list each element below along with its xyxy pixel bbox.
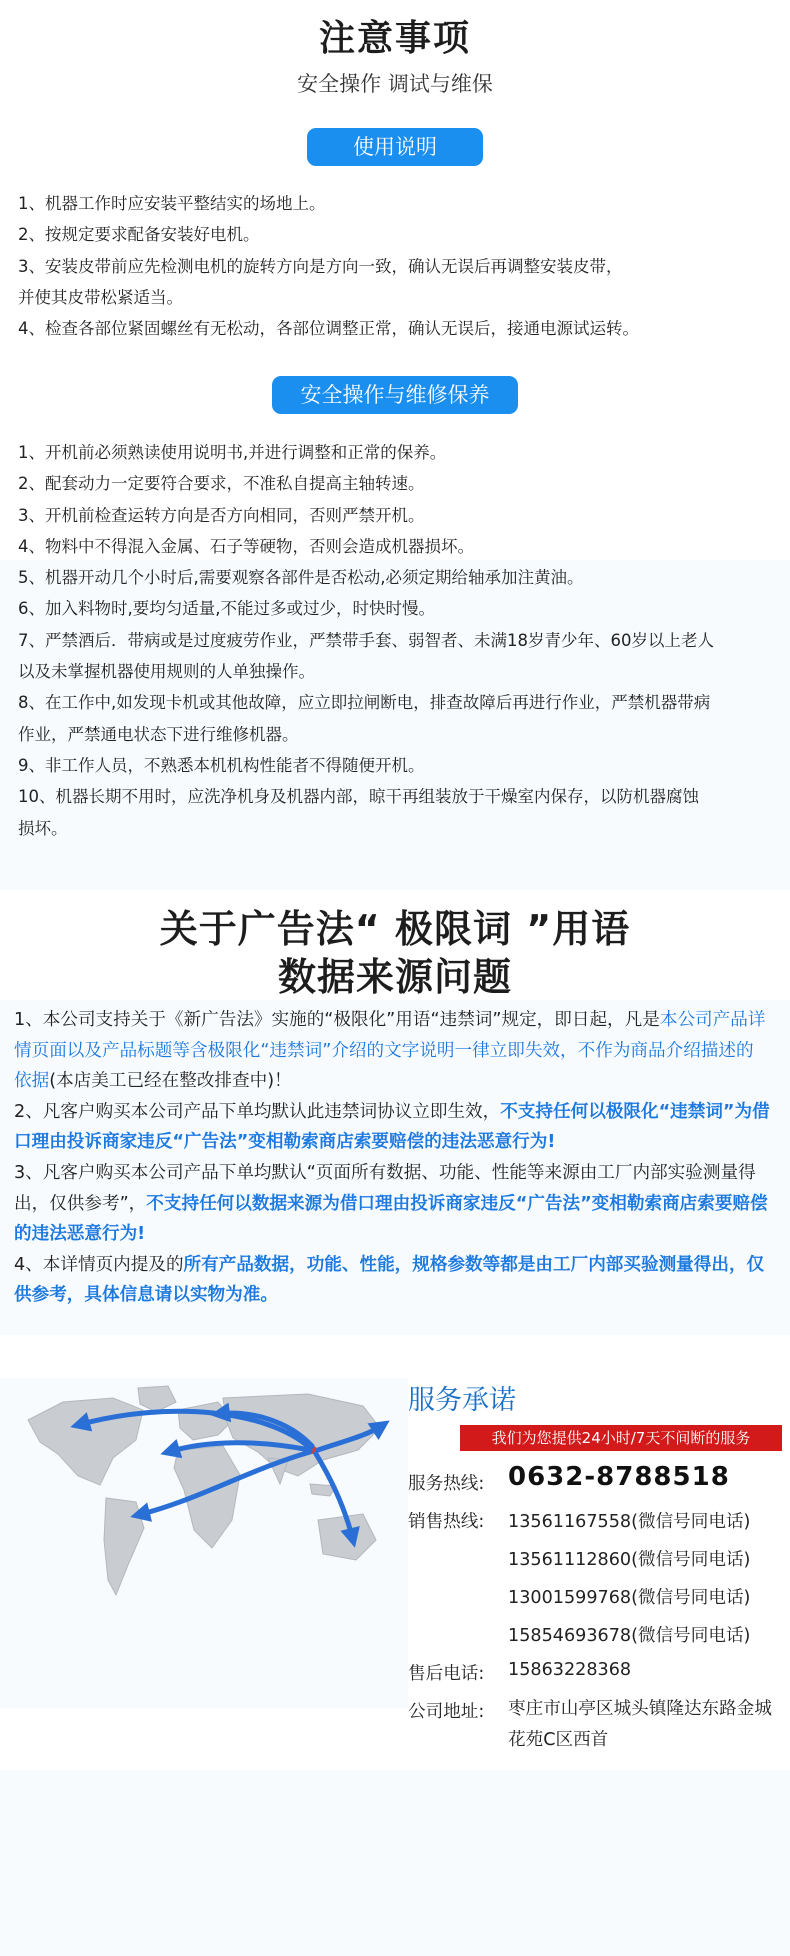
hotline-number: 0632-8788518 bbox=[508, 1462, 730, 1492]
service-banner: 我们为您提供24小时/7天不间断的服务 bbox=[460, 1425, 782, 1451]
list-item: 1、机器工作时应安装平整结实的场地上。 bbox=[18, 194, 326, 213]
list-item: 并使其皮带松紧适当。 bbox=[18, 287, 183, 307]
list-item: 6、加入料物时,要均匀适量,不能过多或过少，时快时慢。 bbox=[18, 599, 435, 619]
list-item: 1、开机前必须熟读使用说明书,并进行调整和正常的保养。 bbox=[18, 443, 447, 462]
list-item: 9、非工作人员，不熟悉本机机构性能者不得随便开机。 bbox=[18, 755, 425, 775]
sales-number: 13561112860(微信号同电话) bbox=[508, 1550, 751, 1570]
list-item: 损坏。 bbox=[18, 818, 68, 838]
hotline-label: 服务热线: bbox=[408, 1474, 485, 1494]
page-title: 注意事项 bbox=[318, 18, 471, 59]
list-item: 4、检查各部位紧固螺丝有无松动，各部位调整正常，确认无误后，接通电源试运转。 bbox=[18, 319, 639, 339]
list-item: 10、机器长期不用时，应洗净机身及机器内部，晾干再组装放于干燥室内保存，以防机器腐蚀 bbox=[18, 787, 699, 807]
list-item: 3、开机前检查运转方向是否方向相同，否则严禁开机。 bbox=[18, 505, 425, 525]
usage-list bbox=[18, 188, 780, 344]
list-item: 2、配套动力一定要符合要求，不准私自提高主轴转速。 bbox=[18, 474, 425, 494]
notice-paragraph-3: 3、凡客户购买本公司产品下单均默认“页面所有数据、功能、性能等来源由工厂内部实验测量得出，仅供参考”，不支持任何以数据来源为借口理由投诉商家违反“广告法”变相勒索商店索要赔偿的违法恶意行为! bbox=[14, 1162, 768, 1245]
ad-law-title-line1: 关于广告法“ 极限词 ”用语 bbox=[159, 907, 631, 951]
list-item: 7、严禁酒后．带病或是过度疲劳作业，严禁带手套、弱智者、未满18岁青少年、60岁以上老人 bbox=[18, 630, 714, 650]
list-item: 2、按规定要求配备安装好电机。 bbox=[18, 225, 260, 245]
list-item: 作业，严禁通电状态下进行维修机器。 bbox=[18, 724, 299, 744]
page-subtitle: 安全操作 调试与维保 bbox=[297, 72, 493, 96]
ad-law-title-line2: 数据来源问题 bbox=[277, 955, 512, 999]
list-item: 5、机器开动几个小时后,需要观察各部件是否松动,必须定期给轴承加注黄油。 bbox=[18, 568, 584, 588]
list-item: 8、在工作中,如发现卡机或其他故障，应立即拉闸断电，排查故障后再进行作业，严禁机器带病 bbox=[18, 693, 711, 713]
list-item: 以及未掌握机器使用规则的人单独操作。 bbox=[18, 662, 315, 682]
notice-paragraph-4: 4、本详情页内提及的所有产品数据，功能、性能，规格参数等都是由工厂内部买验测量得出，仅供参考，具体信息请以实物为准。 bbox=[14, 1254, 765, 1306]
sales-number: 13561167558(微信号同电话) bbox=[508, 1512, 751, 1532]
sales-label: 销售热线: bbox=[408, 1512, 485, 1532]
list-item: 3、安装皮带前应先检测电机的旋转方向是方向一致，确认无误后再调整安装皮带， bbox=[18, 256, 623, 276]
list-item: 4、物料中不得混入金属、石子等硬物，否则会造成机器损坏。 bbox=[18, 536, 474, 556]
world-map-icon bbox=[18, 1380, 398, 1610]
ad-law-notice bbox=[14, 1005, 770, 1311]
aftersales-number: 15863228368 bbox=[508, 1660, 632, 1680]
service-title: 服务承诺 bbox=[408, 1385, 516, 1416]
service-section bbox=[408, 1378, 790, 1750]
address-value: 枣庄市山亭区城头镇隆达东路金城花苑C区西首 bbox=[508, 1699, 772, 1750]
notice-paragraph-2: 2、凡客户购买本公司产品下单均默认此违禁词协议立即生效，不支持任何以极限化“违禁词”为借口理由投诉商家违反“广告法”变相勒索商店索要赔偿的违法恶意行为! bbox=[14, 1101, 770, 1153]
aftersales-label: 售后电话: bbox=[408, 1664, 485, 1684]
sales-number: 15854693678(微信号同电话) bbox=[508, 1626, 751, 1646]
usage-pill: 使用说明 bbox=[307, 128, 483, 166]
safety-pill: 安全操作与维修保养 bbox=[272, 376, 518, 414]
safety-list bbox=[18, 437, 780, 844]
sales-number: 13001599768(微信号同电话) bbox=[508, 1588, 751, 1608]
address-label: 公司地址: bbox=[408, 1702, 485, 1722]
notice-paragraph-1: 1、本公司支持关于《新广告法》实施的“极限化”用语“违禁词”规定，即日起，凡是本公司产品详情页面以及产品标题等含极限化“违禁词”介绍的文字说明一律立即失效，不作为商品介绍描述的依据(本店美工已经在整改排查中)！ bbox=[14, 1010, 766, 1092]
tinted-band-4 bbox=[0, 1770, 790, 1956]
ad-law-title bbox=[0, 905, 790, 1001]
